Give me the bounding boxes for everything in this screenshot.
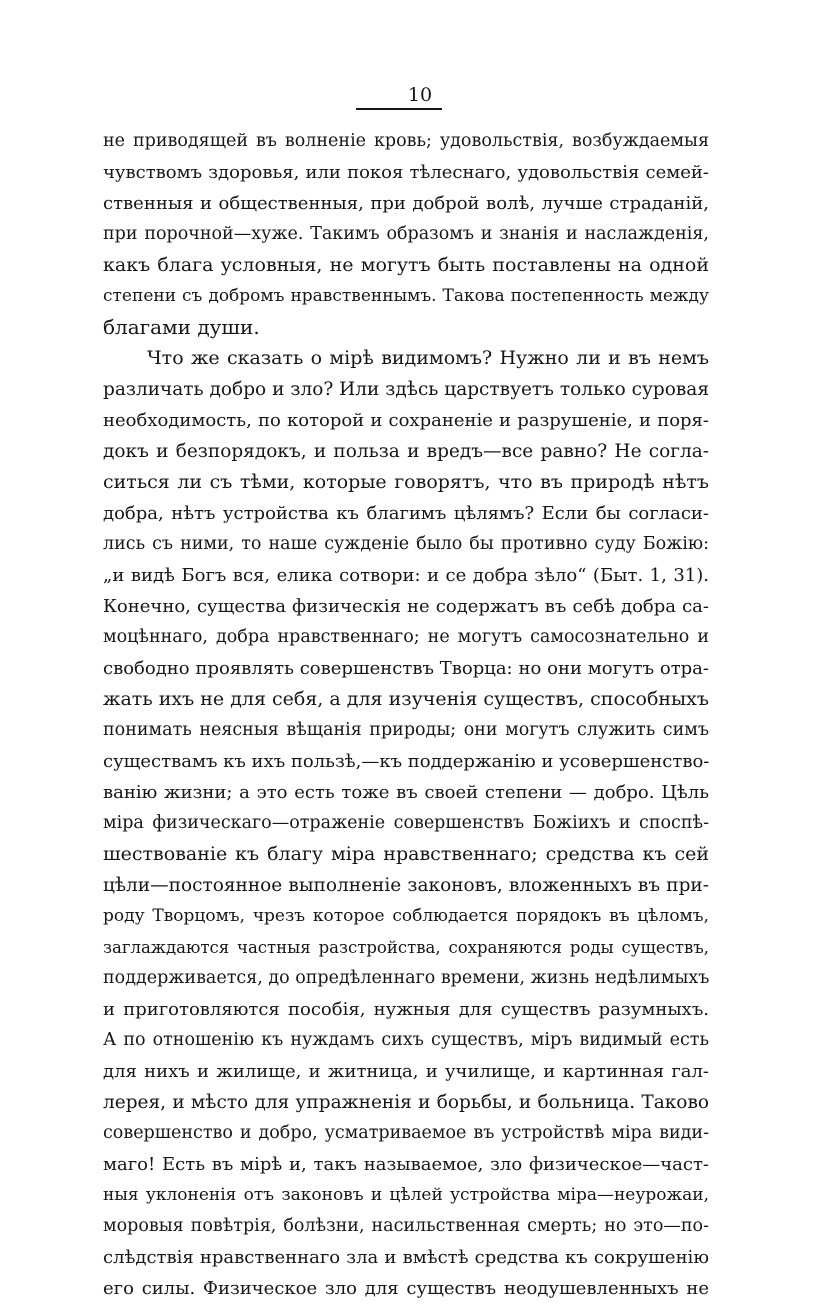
- text-line: Что же сказать о мірѣ видимомъ? Нужно ли и въ немъ: [147, 347, 709, 369]
- text-line: какъ блага условныя, не могутъ быть поставлены на одной: [103, 254, 709, 276]
- text-line: существамъ къ ихъ пользѣ,—къ поддержанію и усовершенство-: [103, 751, 710, 772]
- text-line: добра, нѣтъ устройства къ благимъ цѣлямъ? Если бы согласи-: [103, 503, 709, 524]
- text-line: свободно проявлять совершенствъ Творца: но они могутъ отра-: [103, 658, 709, 679]
- page-number-rule: [356, 108, 442, 110]
- text-line: моровыя повѣтрія, болѣзни, насильственная смерть; но это—по-: [103, 1216, 709, 1236]
- text-line: Конечно, существа физическія не содержатъ въ себѣ добра са-: [103, 596, 709, 617]
- text-line: поддерживается, до опредѣленнаго времени, жизнь недѣлимыхъ: [103, 968, 710, 988]
- text-line: и приготовляются пособія, нужныя для существъ разумныхъ.: [103, 999, 709, 1020]
- text-line: ственныя и общественныя, при доброй волѣ, лучше страданій,: [103, 193, 709, 214]
- page-text: [103, 126, 709, 1304]
- text-line: „и видѣ Богъ вся, елика сотвори: и се добра зѣло“ (Быт. 1, 31).: [103, 565, 709, 586]
- text-line: жать ихъ не для себя, а для изученія существъ, способныхъ: [103, 688, 709, 710]
- text-line: роду Творцомъ, чрезъ которое соблюдается порядокъ въ цѣломъ,: [103, 906, 709, 926]
- text-line: совершенство и добро, усматриваемое въ устройствѣ міра види-: [103, 1123, 709, 1143]
- text-line: лись съ ними, то наше сужденіе было бы противно суду Божію:: [103, 534, 709, 554]
- text-line: степени съ добромъ нравственнымъ. Такова постепенность между: [103, 286, 709, 306]
- text-line: чувствомъ здоровья, или покоя тѣлеснаго, удовольствія семей-: [103, 162, 709, 183]
- text-line: докъ и безпорядокъ, и польза и вредъ—все равно? Не согла-: [103, 441, 709, 462]
- text-line: маго! Есть въ мірѣ и, такъ называемое, зло физическое—част-: [103, 1154, 709, 1175]
- paragraph-2: [103, 343, 709, 1304]
- text-line: понимать неясныя вѣщанія природы; они могутъ служить симъ: [103, 720, 709, 740]
- text-line: его силы. Физическое зло для существъ неодушевленныхъ не: [103, 1278, 709, 1299]
- text-line: шествованіе къ благу міра нравственнаго; средства къ сей: [103, 843, 709, 865]
- text-line: міра физическаго—отраженіе совершенствъ Божіихъ и споспѣ-: [103, 813, 709, 833]
- page-number: 10: [407, 84, 433, 106]
- text-line: для нихъ и жилище, и житница, и училище, и картинная гал-: [103, 1061, 709, 1082]
- text-line: ванію жизни; а это есть тоже въ своей степени — добро. Цѣль: [103, 782, 709, 803]
- text-line: не приводящей въ волненіе кровь; удовольствія, возбуждаемыя: [103, 131, 709, 151]
- text-line: лерея, и мѣсто для упражненія и борьбы, и больница. Таково: [103, 1092, 709, 1113]
- text-line: заглаждаются частныя разстройства, сохраняются роды существъ,: [103, 938, 709, 957]
- text-line: ситься ли съ тѣми, которые говорятъ, что въ природѣ нѣтъ: [103, 471, 709, 493]
- text-line: слѣдствія нравственнаго зла и вмѣстѣ средства къ сокрушенію: [103, 1247, 709, 1268]
- paragraph-1: [103, 126, 709, 343]
- text-line: ныя уклоненія отъ законовъ и цѣлей устройства міра—неурожаи,: [103, 1185, 709, 1205]
- text-line: необходимость, по которой и сохраненіе и разрушеніе, и поря-: [103, 410, 709, 431]
- text-line: моцѣннаго, добра нравственнаго; не могутъ самосознательно и: [103, 627, 709, 647]
- text-line: цѣли—постоянное выполненіе законовъ, вложенныхъ въ при-: [103, 875, 709, 896]
- text-line: при порочной—хуже. Такимъ образомъ и знанія и наслажденія,: [103, 224, 709, 244]
- text-line: различать добро и зло? Или здѣсь царствуетъ только суровая: [103, 379, 709, 400]
- text-line: А по отношенію къ нуждамъ сихъ существъ, міръ видимый есть: [103, 1030, 709, 1050]
- text-line: благами души.: [103, 315, 260, 339]
